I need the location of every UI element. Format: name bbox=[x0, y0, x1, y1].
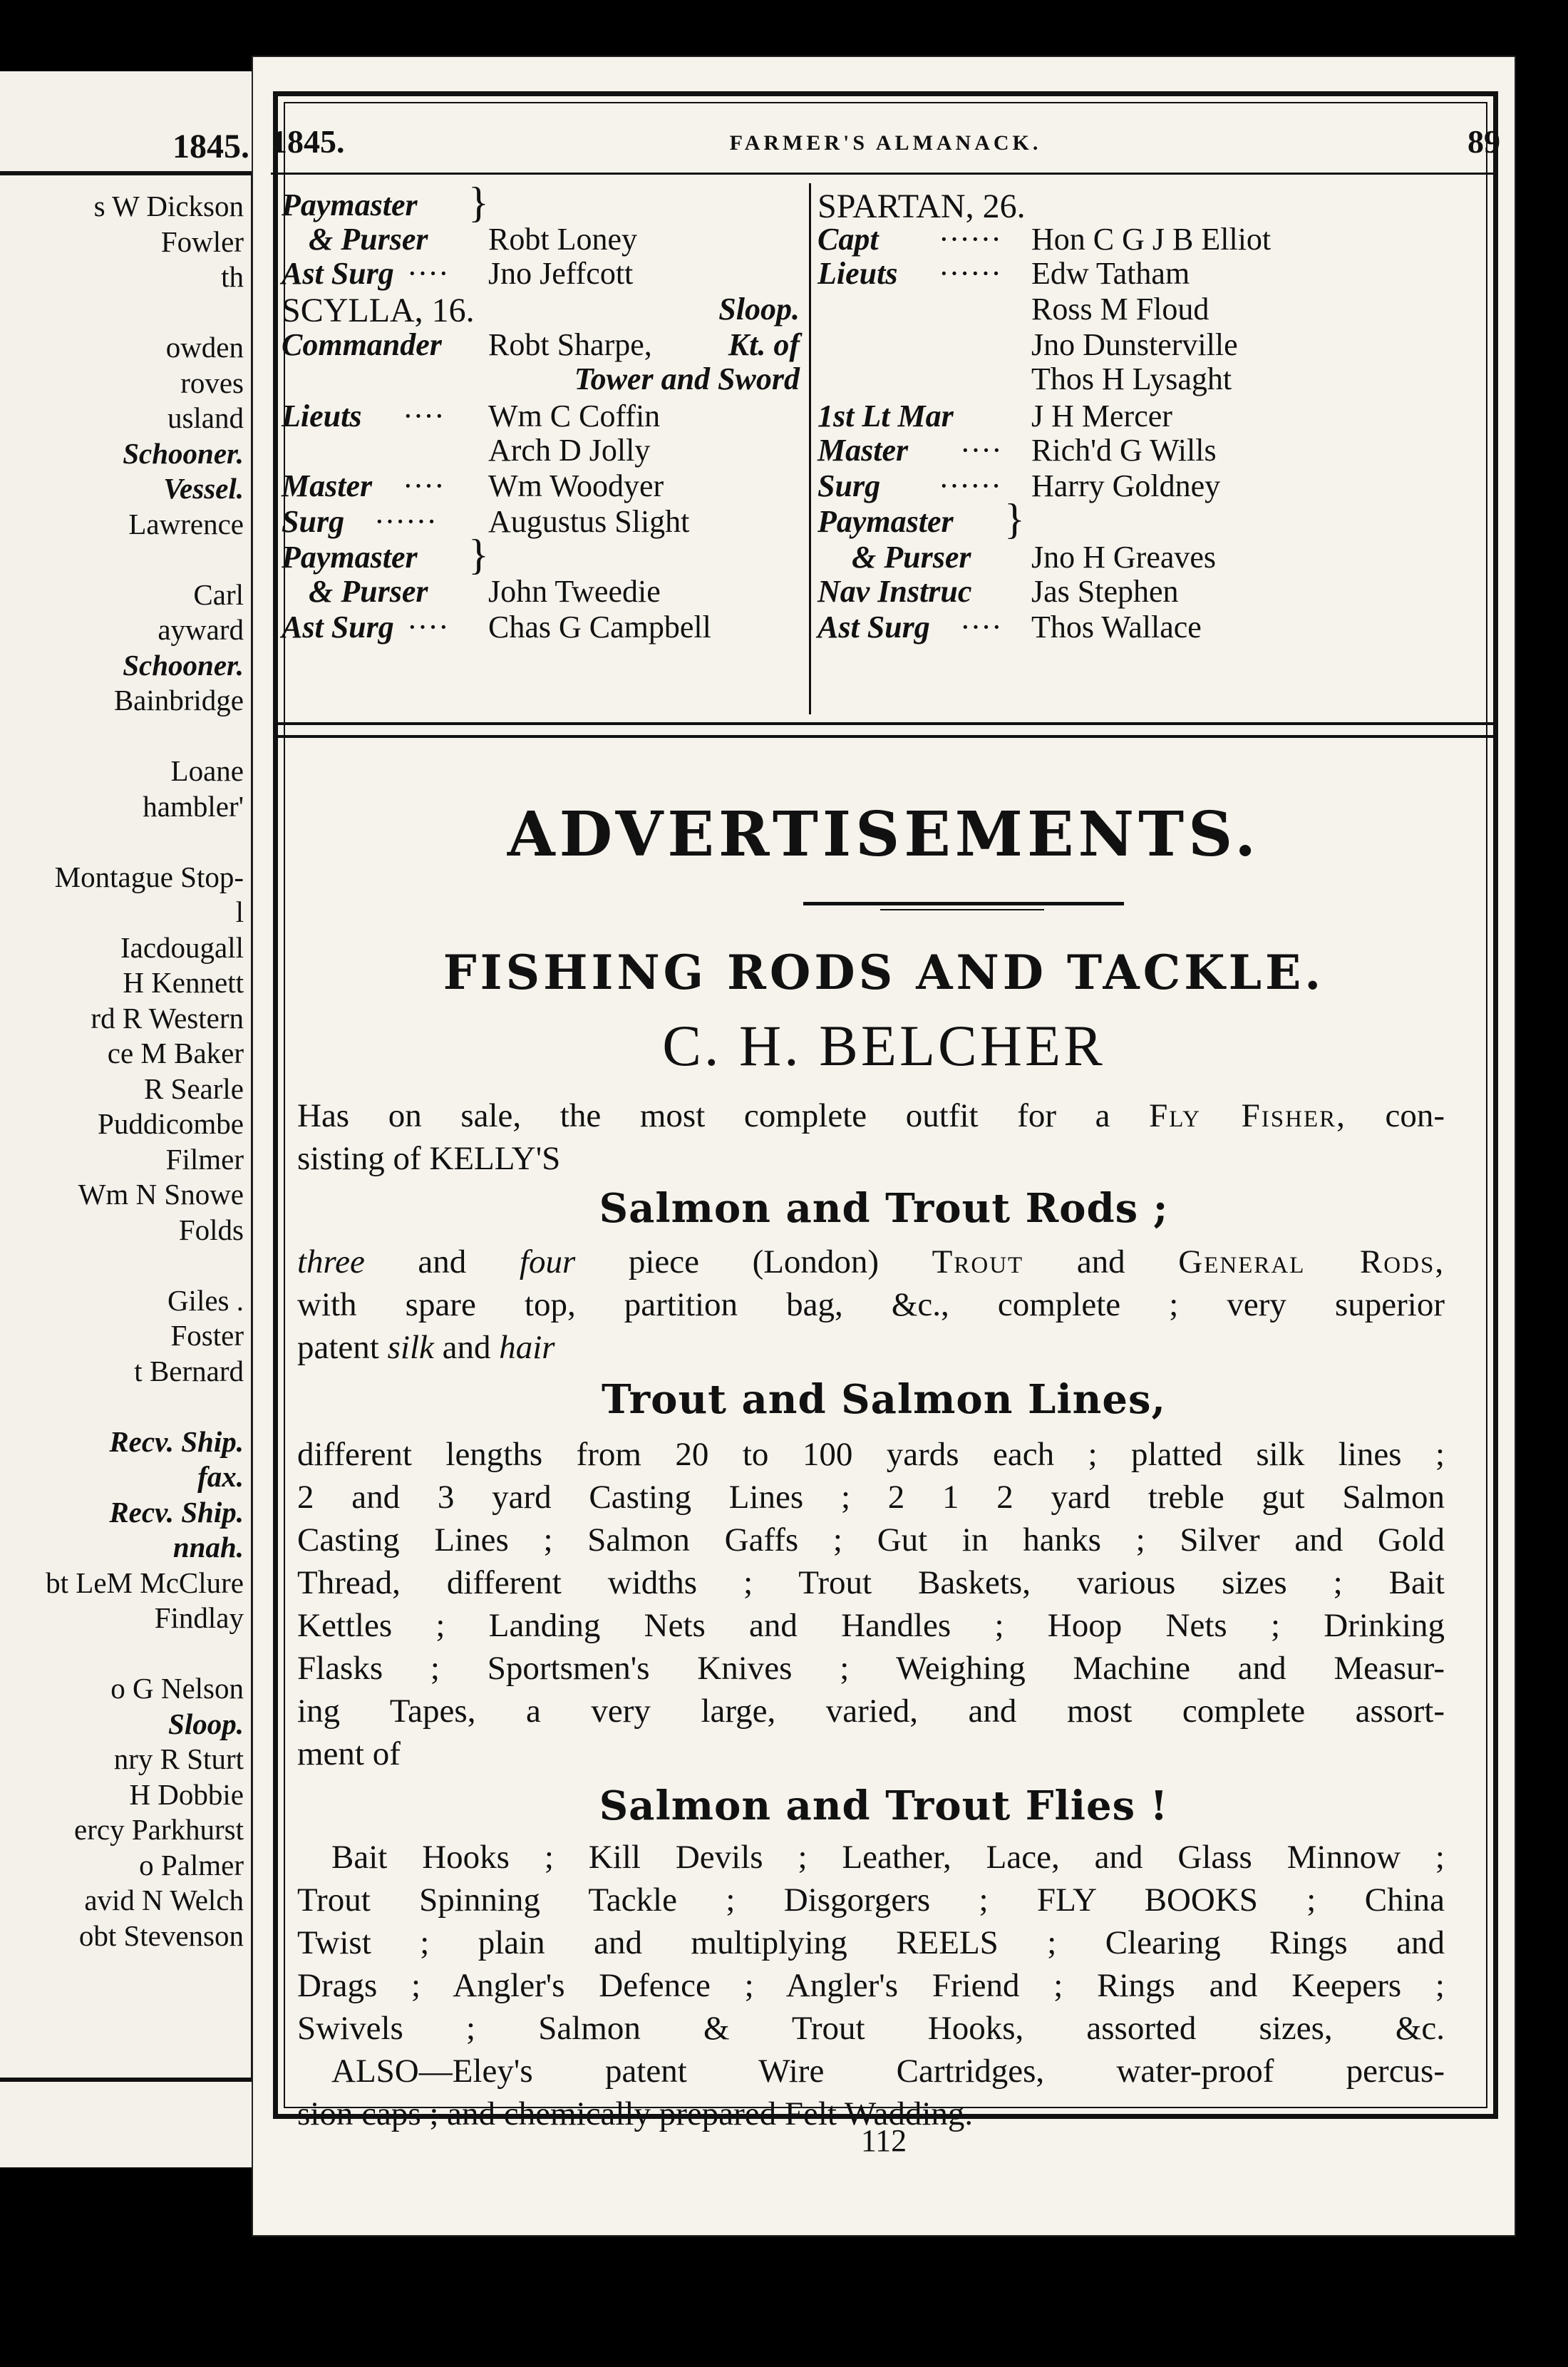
officer-name: Edw Tatham bbox=[1031, 256, 1190, 291]
column-divider bbox=[809, 183, 811, 714]
ad-line: Swivels ; Salmon & Trout Hooks, assorted sizes, &c. bbox=[297, 2010, 1445, 2047]
officer-name: Augustus Slight bbox=[488, 504, 690, 539]
ship-name: SPARTAN, 26. bbox=[817, 188, 1026, 225]
running-head bbox=[271, 123, 1500, 165]
ad-subheading: Salmon and Trout Flies ! bbox=[599, 1782, 1169, 1829]
officer-name: Arch D Jolly bbox=[488, 433, 651, 468]
role-label: Surg bbox=[282, 504, 345, 539]
officer-name: John Tweedie bbox=[488, 574, 661, 609]
role-label: Capt bbox=[817, 222, 879, 257]
facing-page-line: usland bbox=[167, 401, 244, 434]
facing-page-line: Puddicombe bbox=[98, 1107, 244, 1140]
role-label: Ast Surg bbox=[282, 610, 394, 645]
ad-line: Casting Lines ; Salmon Gaffs ; Gut in hanks ; Silver and Gold bbox=[297, 1521, 1445, 1559]
officer-name: Jno Dunsterville bbox=[1031, 327, 1238, 362]
role-label: & Purser bbox=[309, 222, 428, 257]
ad-line: ALSO—Eley's patent Wire Cartridges, water-proof percus- bbox=[331, 2053, 1445, 2090]
signature-folio: 112 bbox=[860, 2123, 907, 2158]
ad-line: ment of bbox=[297, 1735, 401, 1772]
brace: } bbox=[468, 531, 489, 578]
ad-line: Thread, different widths ; Trout Baskets, various sizes ; Bait bbox=[297, 1564, 1445, 1601]
facing-page-line bbox=[0, 1636, 244, 1672]
page-number: 89 bbox=[1468, 123, 1500, 160]
role-label: Lieuts bbox=[817, 256, 898, 291]
facing-page-line: roves bbox=[180, 366, 244, 399]
facing-page-line: fax. bbox=[197, 1460, 244, 1493]
facing-page-line bbox=[0, 542, 244, 577]
facing-page-line: hambler' bbox=[143, 789, 244, 823]
ad-lines-list bbox=[297, 1433, 1445, 1775]
facing-page-line: nry R Sturt bbox=[113, 1742, 244, 1775]
ad-line: Flasks ; Sportsmen's Knives ; Weighing Machine and Measur- bbox=[297, 1650, 1445, 1687]
role-label: Ast Surg bbox=[817, 610, 930, 645]
facing-page-line: Schooner. bbox=[123, 648, 244, 682]
officer-name: Harry Goldney bbox=[1031, 468, 1221, 503]
leader-dots: ······ bbox=[374, 504, 437, 539]
facing-page-year: 1845. bbox=[172, 128, 249, 165]
section-double-rule bbox=[274, 722, 1493, 738]
facing-page bbox=[0, 71, 264, 2167]
leader-dots: ······ bbox=[939, 256, 1001, 291]
ad-line: Bait Hooks ; Kill Devils ; Leather, Lace, and Glass Minnow ; bbox=[331, 1839, 1445, 1876]
role-label: Master bbox=[282, 468, 373, 503]
facing-page-line: Bainbridge bbox=[113, 684, 244, 717]
ad-line: Trout Spinning Tackle ; Disgorgers ; FLY BOOKS ; China bbox=[297, 1881, 1445, 1919]
facing-page-line: o Palmer bbox=[139, 1848, 244, 1881]
facing-page-line bbox=[0, 719, 244, 754]
role-label: Master bbox=[817, 433, 909, 468]
ad-line: three and four piece (London) Trout and General Rods, bbox=[297, 1243, 1445, 1280]
ad-line: ing Tapes, a very large, varied, and most complete assort- bbox=[297, 1693, 1445, 1730]
facing-page-line: avid N Welch bbox=[84, 1884, 244, 1916]
leader-dots: ···· bbox=[407, 610, 449, 645]
facing-page-line: l bbox=[235, 895, 244, 928]
facing-page-line: Recv. Ship. bbox=[109, 1495, 244, 1529]
facing-page-line: Giles . bbox=[167, 1283, 244, 1317]
leader-dots: ···· bbox=[407, 256, 449, 291]
officer-name: J H Mercer bbox=[1031, 399, 1172, 433]
facing-page-line: Recv. Ship. bbox=[109, 1424, 244, 1458]
facing-page-line: o G Nelson bbox=[110, 1672, 244, 1705]
leader-dots: ···· bbox=[960, 610, 1002, 645]
header-rule bbox=[271, 173, 1497, 175]
ad-line: Has on sale, the most complete outfit for a Fly Fisher, con- bbox=[297, 1097, 1445, 1134]
facing-page-line: Iacdougall bbox=[120, 930, 244, 964]
ad-line: Drags ; Angler's Defence ; Angler's Friend ; Rings and Keepers ; bbox=[297, 1967, 1445, 2004]
leader-dots: ···· bbox=[403, 399, 445, 433]
roster-column-right bbox=[817, 180, 1452, 718]
facing-page-line: ayward bbox=[158, 613, 244, 646]
ad-line: Kettles ; Landing Nets and Handles ; Hoop Nets ; Drinking bbox=[297, 1607, 1445, 1644]
advertisements-heading: ADVERTISEMENTS. bbox=[507, 799, 1261, 871]
ship-name: SCYLLA, 16. bbox=[282, 292, 475, 329]
ad-line: 2 and 3 yard Casting Lines ; 2 1 2 yard treble gut Salmon bbox=[297, 1479, 1445, 1516]
leader-dots: ······ bbox=[939, 222, 1001, 257]
leader-dots: ···· bbox=[960, 433, 1002, 468]
role-label: & Purser bbox=[309, 574, 428, 609]
facing-page-line: Wm N Snowe bbox=[78, 1178, 244, 1211]
ornamental-rule bbox=[803, 902, 1124, 905]
officer-name: Wm C Coffin bbox=[488, 399, 661, 433]
ship-type: Sloop. bbox=[718, 292, 800, 327]
officer-name: Hon C G J B Elliot bbox=[1031, 222, 1272, 257]
almanac-page bbox=[253, 57, 1515, 2235]
facing-page-roster bbox=[0, 189, 244, 1953]
facing-page-line: Sloop. bbox=[168, 1707, 244, 1740]
running-head-title: FARMER'S ALMANACK. bbox=[729, 131, 1042, 155]
officer-name: Robt Sharpe, bbox=[488, 327, 652, 362]
facing-page-line: Vessel. bbox=[163, 472, 244, 505]
facing-page-line: H Dobbie bbox=[129, 1777, 244, 1811]
facing-page-line: obt Stevenson bbox=[78, 1919, 244, 1952]
ornamental-rule bbox=[880, 909, 1044, 910]
officer-name: Thos Wallace bbox=[1031, 610, 1202, 645]
ad-line: patent silk and hair bbox=[297, 1329, 555, 1366]
officer-name: Robt Loney bbox=[488, 222, 637, 257]
role-label: Surg bbox=[817, 468, 881, 503]
role-label: Ast Surg bbox=[282, 256, 394, 291]
facing-page-line: Filmer bbox=[165, 1142, 244, 1176]
ad-flies-list bbox=[297, 1836, 1445, 2135]
role-label: & Purser bbox=[852, 540, 971, 575]
facing-page-line: ce M Baker bbox=[107, 1037, 244, 1069]
ad-line: sisting of KELLY'S bbox=[297, 1140, 561, 1177]
ad-rods bbox=[297, 1241, 1445, 1369]
officer-name: Jno Jeffcott bbox=[488, 256, 634, 291]
officer-name: Thos H Lysaght bbox=[1031, 361, 1232, 396]
facing-page-line: Lawrence bbox=[128, 507, 244, 540]
facing-page-line: Montague Stop- bbox=[54, 860, 244, 893]
facing-page-line: Loane bbox=[170, 754, 244, 787]
role-label: Lieuts bbox=[282, 399, 362, 433]
ad-line: Twist ; plain and multiplying REELS ; Clearing Rings and bbox=[297, 1924, 1445, 1961]
ad-line: different lengths from 20 to 100 yards each ; platted silk lines ; bbox=[297, 1436, 1445, 1473]
ad-section-title: FISHING RODS AND TACKLE. bbox=[443, 945, 1325, 1000]
ad-subheading: Trout and Salmon Lines, bbox=[601, 1376, 1166, 1423]
facing-page-line: t Bernard bbox=[134, 1354, 244, 1387]
officer-name: Chas G Campbell bbox=[488, 610, 711, 645]
honour: Kt. of bbox=[728, 327, 800, 362]
facing-page-line: ercy Parkhurst bbox=[74, 1813, 244, 1846]
roster-column-left bbox=[282, 180, 805, 718]
running-head-year: 1845. bbox=[271, 123, 345, 160]
facing-page-line: R Searle bbox=[143, 1072, 244, 1105]
role-label: Paymaster bbox=[282, 188, 418, 222]
facing-page-line bbox=[0, 1248, 244, 1283]
officer-name: Rich'd G Wills bbox=[1031, 433, 1217, 468]
facing-page-line bbox=[0, 295, 244, 331]
role-label: Paymaster bbox=[282, 540, 418, 575]
brace: } bbox=[1004, 496, 1025, 543]
facing-page-line: rd R Western bbox=[91, 1001, 244, 1034]
ad-subheading: Salmon and Trout Rods ; bbox=[599, 1185, 1169, 1232]
facing-page-line: H Kennett bbox=[123, 966, 244, 999]
merchant-name: C. H. BELCHER bbox=[662, 1013, 1105, 1078]
ad-line: with spare top, partition bag, &c., complete ; very superior bbox=[297, 1286, 1445, 1323]
leader-dots: ···· bbox=[403, 468, 445, 503]
role-label: Nav Instruc bbox=[817, 574, 972, 609]
officer-name: Jno H Greaves bbox=[1031, 540, 1217, 575]
officer-name: Ross M Floud bbox=[1031, 292, 1209, 327]
role-label: 1st Lt Mar bbox=[817, 399, 954, 433]
role-label: Commander bbox=[282, 327, 442, 362]
facing-page-line: Folds bbox=[178, 1213, 244, 1246]
facing-page-line: th bbox=[221, 260, 244, 293]
facing-page-line: Carl bbox=[193, 577, 244, 611]
officer-name: Jas Stephen bbox=[1031, 574, 1179, 609]
facing-page-line: Findlay bbox=[154, 1601, 244, 1634]
facing-page-line: Foster bbox=[170, 1319, 244, 1352]
leader-dots: ······ bbox=[939, 468, 1001, 503]
role-label: Paymaster bbox=[817, 504, 954, 539]
officer-name: Wm Woodyer bbox=[488, 468, 664, 503]
facing-page-line: Schooner. bbox=[123, 436, 244, 470]
facing-page-line: s W Dickson bbox=[93, 190, 244, 222]
facing-page-line: Fowler bbox=[160, 225, 244, 258]
brace: } bbox=[468, 179, 489, 226]
navy-roster bbox=[282, 180, 1450, 718]
facing-page-line bbox=[0, 824, 244, 860]
facing-page-line bbox=[0, 1389, 244, 1424]
facing-page-line: nnah. bbox=[172, 1531, 244, 1564]
ad-intro bbox=[297, 1094, 1445, 1180]
ad-line: sion caps ; and chemically prepared Felt Wadding. bbox=[297, 2095, 974, 2132]
facing-page-line: owden bbox=[165, 331, 244, 364]
honour: Tower and Sword bbox=[574, 361, 800, 396]
facing-page-line: bt LeM McClure bbox=[46, 1566, 244, 1599]
